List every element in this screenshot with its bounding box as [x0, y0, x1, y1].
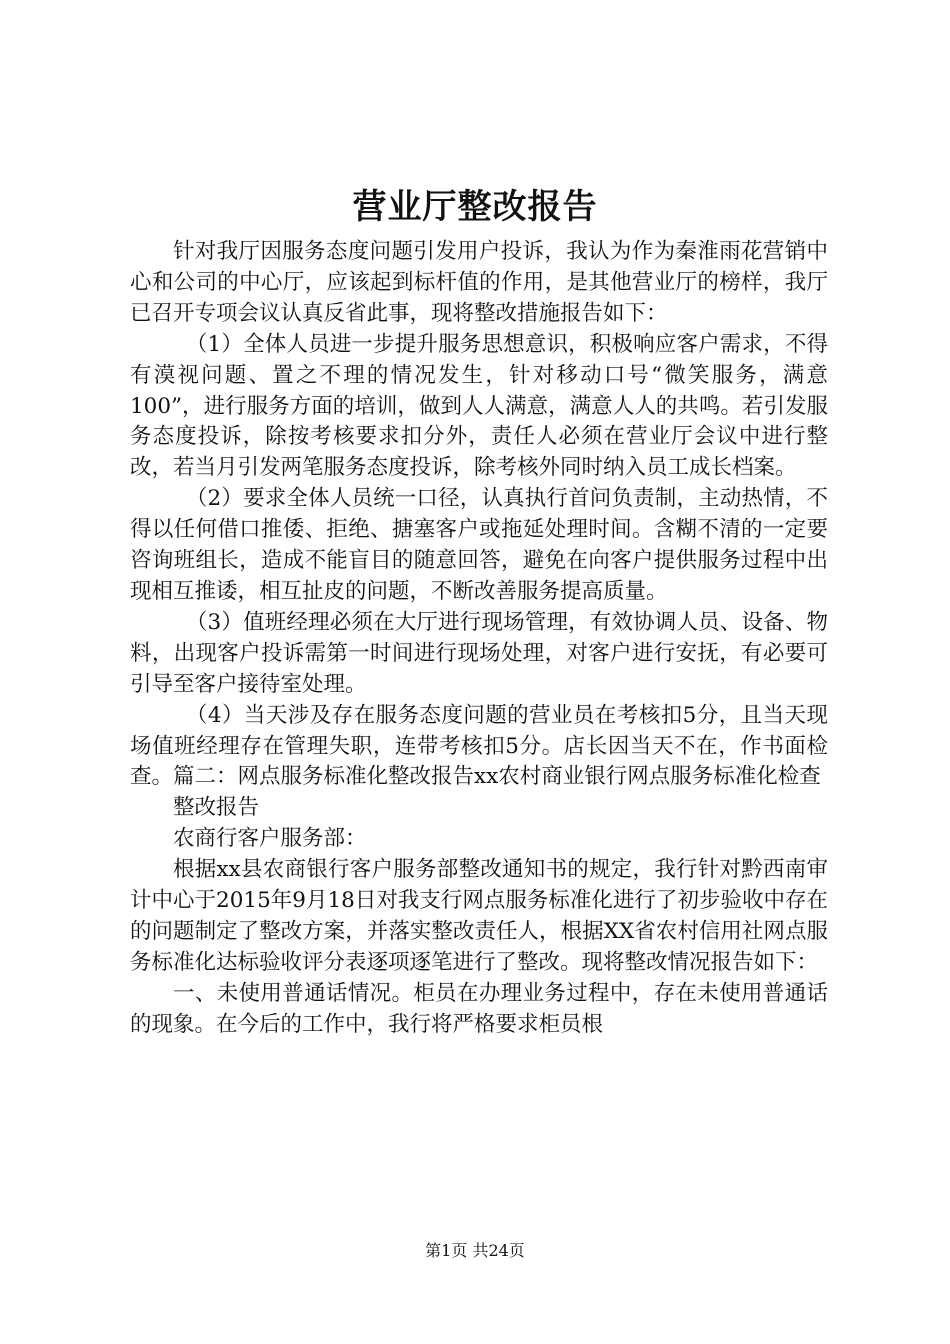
rectification-report-heading: 整改报告 — [173, 795, 260, 821]
document-body — [130, 237, 828, 1041]
intro-paragraph: 针对我厅因服务态度问题引发用户投诉，我认为作为秦淮雨花营销中心和公司的中心厅，应该起到标杆值的作用，是其他营业厅的榜样，我厅已召开专项会议认真反省此事，现将整改措施报告如下： — [130, 239, 828, 326]
measure-4-paragraph: （4）当天涉及存在服务态度问题的营业员在考核扣5分，且当天现场值班经理存在管理失职，连带考核扣5分。店长因当天不在，作书面检查。篇二：网点服务标准化整改报告xx农村商业银行网点服务标准化检查 — [130, 702, 828, 790]
recipient-line: 农商行客户服务部： — [173, 826, 367, 852]
page-number-footer: 第1页 共24页 — [425, 1241, 525, 1260]
measure-2-paragraph: （2）要求全体人员统一口径，认真执行首问负责制，主动热情，不得以任何借口推倭、拒绝、搪塞客户或拖延处理时间。含糊不清的一定要咨询班组长，造成不能盲目的随意回答，避免在向客户提供服务过程中出现相互推诿，相互扯皮的问题，不断改善服务提高质量。 — [130, 486, 828, 604]
basis-paragraph: 根据xx县农商银行客户服务部整改通知书的规定，我行针对黔西南审计中心于2015年9月18日对我支行网点服务标准化进行了初步验收中存在的问题制定了整改方案，并落实整改责任人，根据XX省农村信用社网点服务标准化达标验收评分表逐项逐笔进行了整改。现将整改情况报告如下： — [130, 857, 828, 975]
document-title: 营业厅整改报告 — [352, 187, 598, 227]
measure-1-paragraph: （1）全体人员进一步提升服务思想意识，积极响应客户需求，不得有漠视问题、置之不理的情况发生，针对移动口号“微笑服务，满意100”，进行服务方面的培训，做到人人满意，满意人人的共鸣。若引发服务态度投诉，除按考核要求扣分外，责任人必须在营业厅会议中进行整改，若当月引发两笔服务态度投诉，除考核外同时纳入员工成长档案。 — [130, 331, 828, 481]
measure-3-paragraph: （3）值班经理必须在大厅进行现场管理，有效协调人员、设备、物料，出现客户投诉需第一时间进行现场处理，对客户进行安抚，有必要可引导至客户接待室处理。 — [130, 609, 828, 697]
item-1-paragraph: 一、未使用普通话情况。柜员在办理业务过程中，存在未使用普通话的现象。在今后的工作中，我行将严格要求柜员根 — [130, 980, 828, 1037]
